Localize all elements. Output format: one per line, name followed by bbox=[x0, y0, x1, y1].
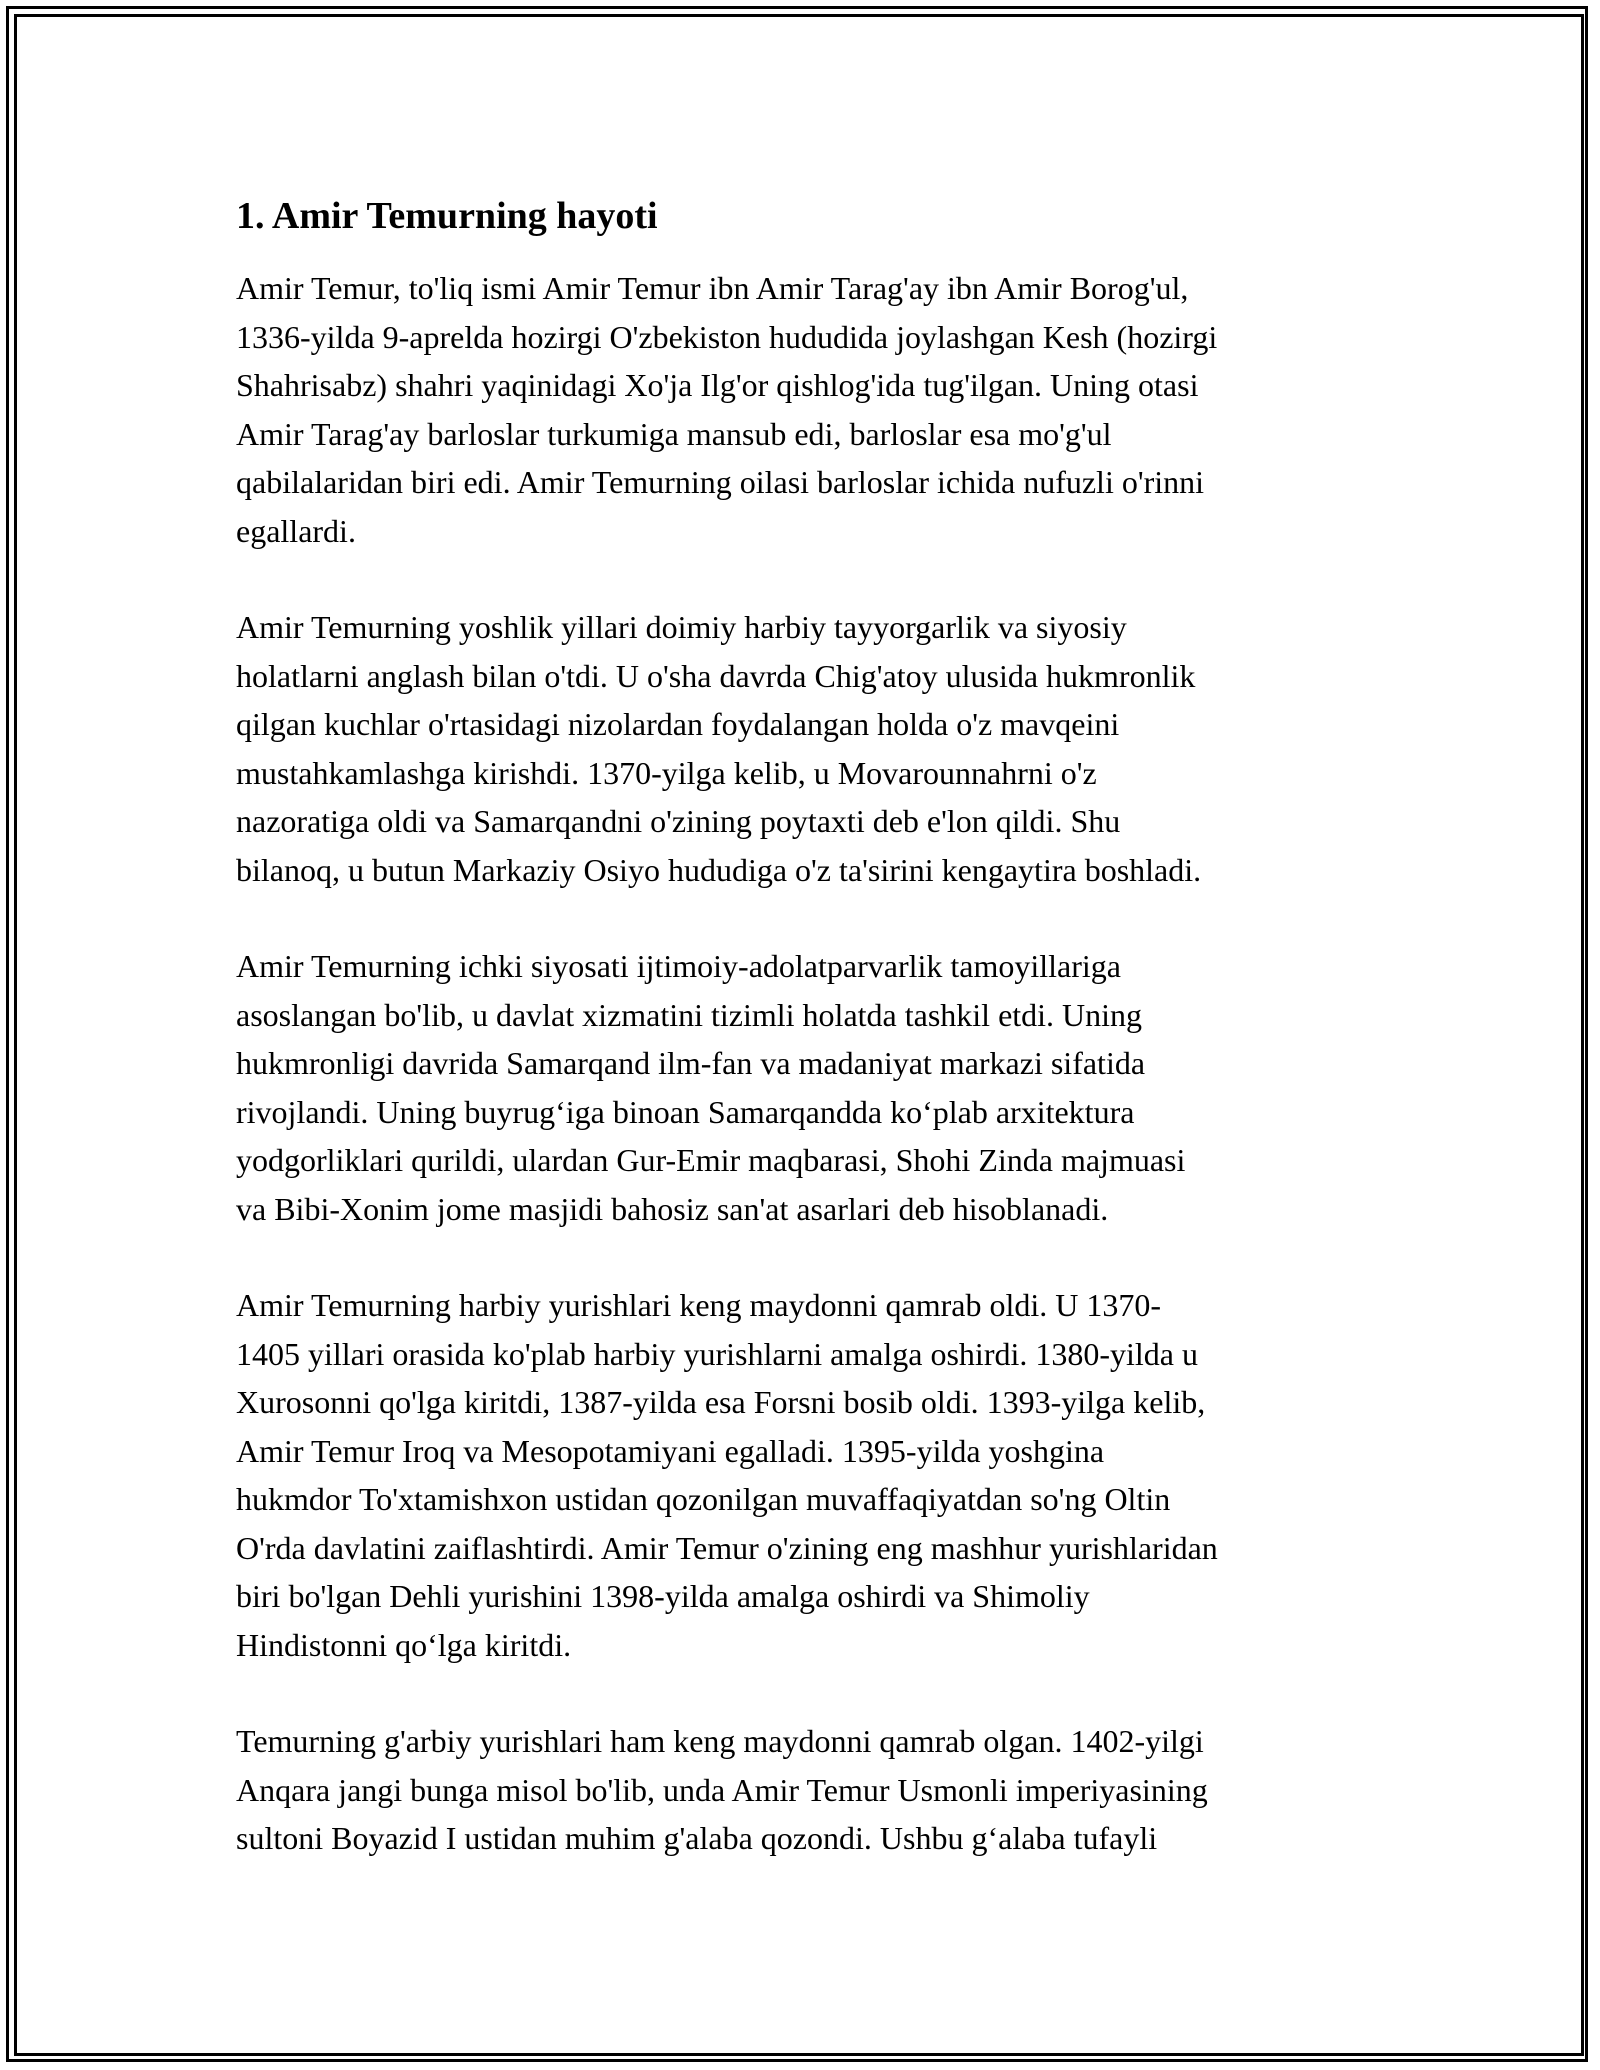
paragraph-military-campaigns: Amir Temurning harbiy yurishlari keng maydonni qamrab oldi. U 1370- 1405 yillari orasida ko'plab harbiy yurishlarni amalga oshirdi. 1380-yilda u Xurosonni qo'lga kiritdi, 1387-yilda esa Forsni bosib oldi. 1393-yilga kelib, Amir Temur Iroq va Mesopotamiyani egalladi. 1395-yilda yoshgina hukmdor To'xtamishxon ustidan qozonilgan muvaffaqiyatdan so'ng Oltin O'rda davlatini zaiflashtirdi. Amir Temur o'zining eng mashhur yurishlaridan biri bo'lgan Dehli yurishini 1398-yilda amalga oshirdi va Shimoliy Hindistonni qo‘lga kiritdi. bbox=[236, 1287, 1218, 1663]
document-page bbox=[236, 188, 1376, 1911]
section-heading: 1. Amir Temurning hayoti bbox=[236, 195, 658, 237]
paragraph-youth: Amir Temurning yoshlik yillari doimiy harbiy tayyorgarlik va siyosiy holatlarni anglash bilan o'tdi. U o'sha davrda Chig'atoy ulusida hukmronlik qilgan kuchlar o'rtasidagi nizolardan foydalangan holda o'z mavqeini mustahkamlashga kirishdi. 1370-yilga kelib, u Movarounnahrni o'z nazoratiga oldi va Samarqandni o'zining poytaxti deb e'lon qildi. Shu bilanoq, u butun Markaziy Osiyo hududiga o'z ta'sirini kengaytira boshladi. bbox=[236, 609, 1202, 888]
paragraph-domestic-policy: Amir Temurning ichki siyosati ijtimoiy-adolatparvarlik tamoyillariga asoslangan bo'lib, u davlat xizmatini tizimli holatda tashkil etdi. Uning hukmronligi davrida Samarqand ilm-fan va madaniyat markazi sifatida rivojlandi. Uning buyrug‘iga binoan Samarqandda ko‘plab arxitektura yodgorliklari qurildi, ulardan Gur-Emir maqbarasi, Shohi Zinda majmuasi va Bibi-Xonim jome masjidi bahosiz san'at asarlari deb hisoblanadi. bbox=[236, 948, 1186, 1227]
paragraph-western-campaigns: Temurning g'arbiy yurishlari ham keng maydonni qamrab olgan. 1402-yilgi Anqara jangi bunga misol bo'lib, unda Amir Temur Usmonli imperiyasining sultoni Boyazid I ustidan muhim g'alaba qozondi. Ushbu g‘alaba tufayli bbox=[236, 1723, 1208, 1856]
paragraph-birth: Amir Temur, to'liq ismi Amir Temur ibn Amir Tarag'ay ibn Amir Borog'ul, 1336-yilda 9-aprelda hozirgi O'zbekiston hududida joylashgan Kesh (hozirgi Shahrisabz) shahri yaqinidagi Xo'ja Ilg'or qishlog'ida tug'ilgan. Uning otasi Amir Tarag'ay barloslar turkumiga mansub edi, barloslar esa mo'g'ul qabilalaridan biri edi. Amir Temurning oilasi barloslar ichida nufuzli o'rinni egallardi. bbox=[236, 270, 1218, 549]
